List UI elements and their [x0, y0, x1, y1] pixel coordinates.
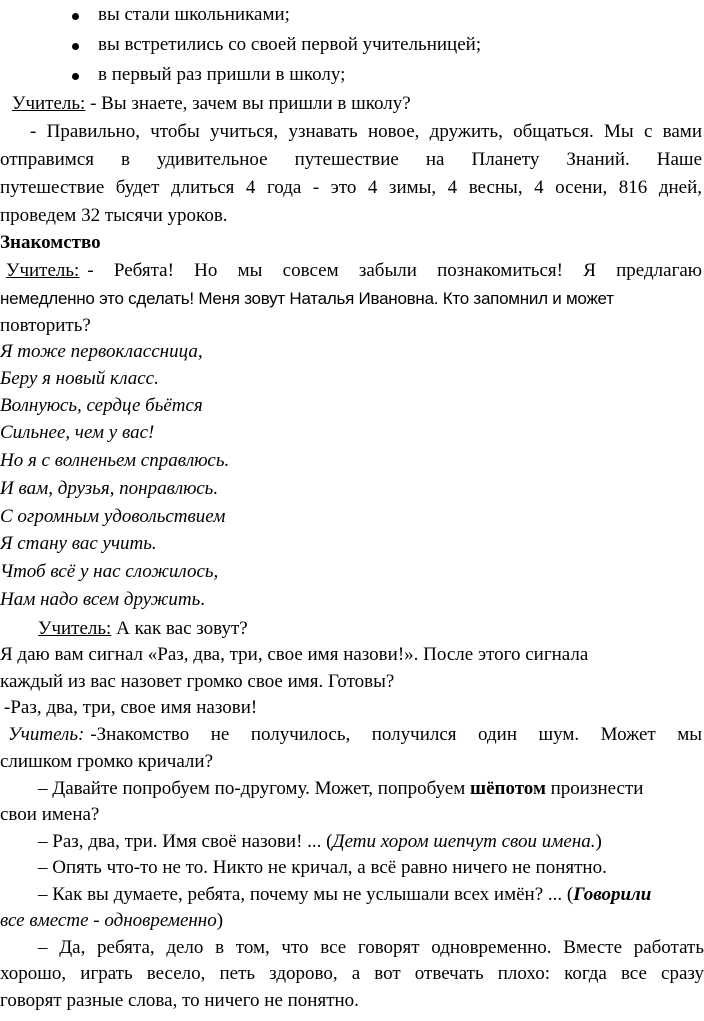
poem-line: Беру я новый класс.	[0, 368, 159, 389]
why-text: )	[216, 910, 224, 931]
poem-line: И вам, друзья, понравлюсь.	[0, 478, 219, 499]
teacher-question: А как вас зовут?	[111, 618, 248, 639]
teacher-label: Учитель:	[6, 260, 80, 281]
why-line	[38, 883, 704, 907]
why-line	[0, 909, 704, 933]
teacher-question-line	[12, 92, 704, 116]
bullet-dot-icon	[72, 13, 79, 20]
whisper-line: свои имена?	[0, 804, 100, 825]
teacher-question: - Вы знаете, зачем вы пришли в школу?	[90, 93, 411, 114]
signal-line: каждый из вас назовет громко свое имя. Готовы?	[0, 671, 395, 692]
whisper-text: – Давайте попробуем по-другому. Может, попробуем	[38, 778, 471, 799]
answer-line: отправимся в удивительное путешествие на Планету Знаний. Наше	[0, 149, 702, 170]
poem-line: Чтоб всё у нас сложилось,	[0, 561, 219, 582]
poem-line: Я тоже первоклассница,	[0, 341, 203, 362]
whisper-line	[38, 777, 704, 801]
answer-line: - Правильно, чтобы учиться, узнавать новое, дружить, общаться. Мы с вами	[30, 121, 702, 142]
signal-line: Я даю вам сигнал «Раз, два, три, свое имя назови!». После этого сигнала	[0, 644, 589, 665]
again-line: – Опять что-то не то. Никто не кричал, а всё равно ничего не понятно.	[38, 857, 607, 878]
end-line: – Да, ребята, дело в том, что все говорят одновременно. Вместе работать	[38, 937, 704, 958]
acquaintance-line	[6, 259, 702, 283]
poem-line: Сильнее, чем у вас!	[0, 422, 155, 443]
acquaintance-text: - Ребята! Но мы совсем забыли познакомиться! Я предлагаю	[87, 260, 702, 281]
call-line: -Раз, два, три, свое имя назови!	[4, 697, 258, 718]
fail-line: Учитель : -Знакомство не получилось, получился один шум. Может мы	[8, 724, 702, 745]
answer-line: проведем 32 тысячи уроков.	[0, 205, 228, 226]
poem-end: .	[200, 589, 206, 610]
why-italic: Говорили	[573, 884, 652, 905]
try-text: )	[595, 831, 602, 852]
bullet-text: вы встретились со своей первой учительницей;	[98, 34, 482, 55]
bullet-text: в первый раз пришли в школу;	[98, 64, 346, 85]
section-title: Знакомство	[0, 232, 101, 253]
try-text: – Раз, два, три. Имя своё назови! ... (	[38, 831, 333, 852]
fail-text: -Знакомство не получилось, получился один шум. Может мы	[90, 724, 702, 745]
acquaintance-text: немедленно это сделать! Меня зовут Наталья Ивановна. Кто запомнил и может	[0, 289, 614, 308]
bullet-dot-icon	[72, 73, 79, 80]
end-line: хорошо, играть весело, петь здорово, а вот отвечать плохо: когда все сразу	[0, 963, 704, 984]
why-text: – Как вы думаете, ребята, почему мы не услышали всех имён? ... (	[38, 884, 574, 905]
try-line	[38, 830, 704, 854]
try-italic: Дети хором шепчут свои имена.	[332, 831, 596, 852]
answer-line: путешествие будет длиться 4 года - это 4 зимы, 4 весны, 4 осени, 816 дней,	[0, 177, 702, 198]
acquaintance-line: повторить?	[0, 315, 91, 336]
teacher-question-line	[38, 617, 704, 641]
teacher-label: Учитель:	[12, 93, 86, 114]
whisper-bold: шёпотом	[470, 778, 546, 799]
bullet-text: вы стали школьниками;	[98, 4, 290, 25]
teacher-label: Учитель	[8, 724, 78, 745]
end-line: говорят разные слова, то ничего не понятно.	[0, 990, 359, 1011]
fail-line: слишком громко кричали?	[0, 751, 213, 772]
teacher-label: Учитель:	[38, 618, 112, 639]
poem-line: С огромным удовольствием	[0, 506, 226, 527]
acquaintance-line	[0, 287, 704, 311]
poem-line	[0, 588, 704, 612]
why-italic: все вместе - одновременно	[0, 910, 217, 931]
poem-line: Я стану вас учить.	[0, 533, 157, 554]
poem-text: Нам надо всем дружить	[0, 589, 201, 610]
poem-line: Но я с волненьем справлюсь.	[0, 450, 230, 471]
poem-line: Волнуюсь, сердце бьётся	[0, 395, 203, 416]
bullet-dot-icon	[72, 43, 79, 50]
whisper-text: произнести	[545, 778, 644, 799]
